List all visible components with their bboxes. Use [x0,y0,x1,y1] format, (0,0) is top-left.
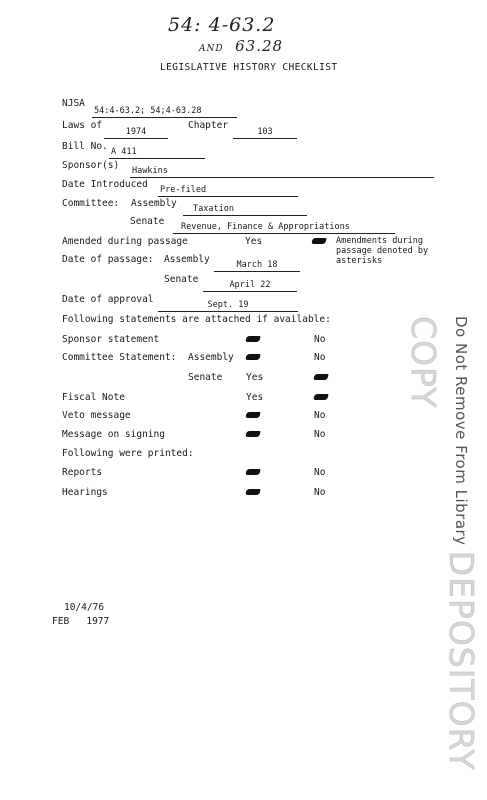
footer-date-2 [52,616,109,627]
amended-note-line-3: asterisks [336,256,383,266]
introduced-label: Date Introduced [62,179,148,190]
bill-field [109,139,205,159]
bill-value: A 411 [109,147,205,159]
message-signing-label: Message on signing [62,429,165,440]
laws-field [104,119,168,139]
laws-label: Laws of [62,120,103,131]
njsa-label: NJSA [62,98,85,109]
committee-statement-assembly-no: No [314,352,326,363]
sponsor-statement-no: No [314,334,326,345]
redaction-mark [245,489,260,495]
approval-value: Sept. 19 [158,300,298,312]
handwritten-value: 63.28 [235,37,284,55]
committee-statement-label: Committee Statement: [62,352,177,363]
committee-statement-senate-yes: Yes [246,372,264,383]
njsa-value: 54:4-63.2; 54;4-63.28 [92,106,237,118]
committee-senate-field [173,214,395,234]
reports-label: Reports [62,467,103,478]
redaction-mark [245,469,260,475]
redaction-mark [245,354,260,360]
amended-label: Amended during passage [62,236,188,247]
message-signing-no: No [314,429,326,440]
passage-label: Date of passage: [62,254,154,265]
fiscal-note-label: Fiscal Note [62,392,125,403]
laws-value: 1974 [104,127,168,139]
committee-label: Committee: [62,198,120,209]
introduced-field [158,177,298,197]
committee-assembly-field [183,196,307,216]
committee-assembly-value: Taxation [183,204,307,216]
approval-label: Date of approval [62,294,154,305]
bill-label: Bill No. [62,141,108,152]
njsa-field [92,98,237,118]
approval-field [158,292,298,312]
footer-date-2-year: 1977 [86,616,110,627]
redaction-mark [313,374,328,380]
amended-yes: Yes [245,236,263,247]
footer-date-2-month: FEB [52,616,70,627]
introduced-value: Pre-filed [158,185,298,197]
chapter-field [233,119,297,139]
redaction-mark [313,394,328,400]
chapter-value: 103 [233,127,297,139]
passage-assembly-value: March 18 [214,260,300,272]
sponsor-statement-label: Sponsor statement [62,334,160,345]
hearings-no: No [314,487,326,498]
committee-statement-senate-label: Senate [188,372,223,383]
amended-note-line-2: passage denoted by [336,246,429,256]
sponsor-label: Sponsor(s) [62,160,120,171]
reports-no: No [314,467,326,478]
handwritten-and: AND [199,44,224,54]
redaction-mark [245,431,260,437]
footer-date-1: 10/4/76 [64,602,105,613]
committee-senate-label: Senate [130,216,165,227]
hearings-label: Hearings [62,487,108,498]
sponsor-field [130,158,434,178]
committee-assembly-label: Assembly [131,198,177,209]
page-title: LEGISLATIVE HISTORY CHECKLIST [160,62,338,73]
sponsor-value: Hawkins [130,166,434,178]
handwritten-statute-number: 54: 4-63.2 [168,14,276,36]
depository-stamp [404,316,480,800]
committee-senate-value: Revenue, Finance & Appropriations [173,222,395,234]
redaction-mark [245,336,260,342]
stamp-large-text: DEPOSITORY COPY [404,316,481,771]
passage-senate-field [203,272,297,292]
fiscal-note-yes: Yes [246,392,264,403]
printed-heading: Following were printed: [62,448,194,459]
amended-note-line-1: Amendments during [336,236,423,246]
amended-note [336,236,428,266]
redaction-mark [311,238,326,244]
passage-senate-label: Senate [164,274,199,285]
attached-heading: Following statements are attached if available: [62,314,331,325]
passage-senate-value: April 22 [203,280,297,292]
chapter-label: Chapter [188,120,229,131]
redaction-mark [245,412,260,418]
committee-statement-assembly-label: Assembly [188,352,234,363]
handwritten-statute-number-2 [199,37,283,55]
stamp-small-text: Do Not Remove From Library [452,316,470,546]
veto-message-no: No [314,410,326,421]
passage-assembly-label: Assembly [164,254,210,265]
passage-assembly-field [214,252,300,272]
veto-message-label: Veto message [62,410,131,421]
